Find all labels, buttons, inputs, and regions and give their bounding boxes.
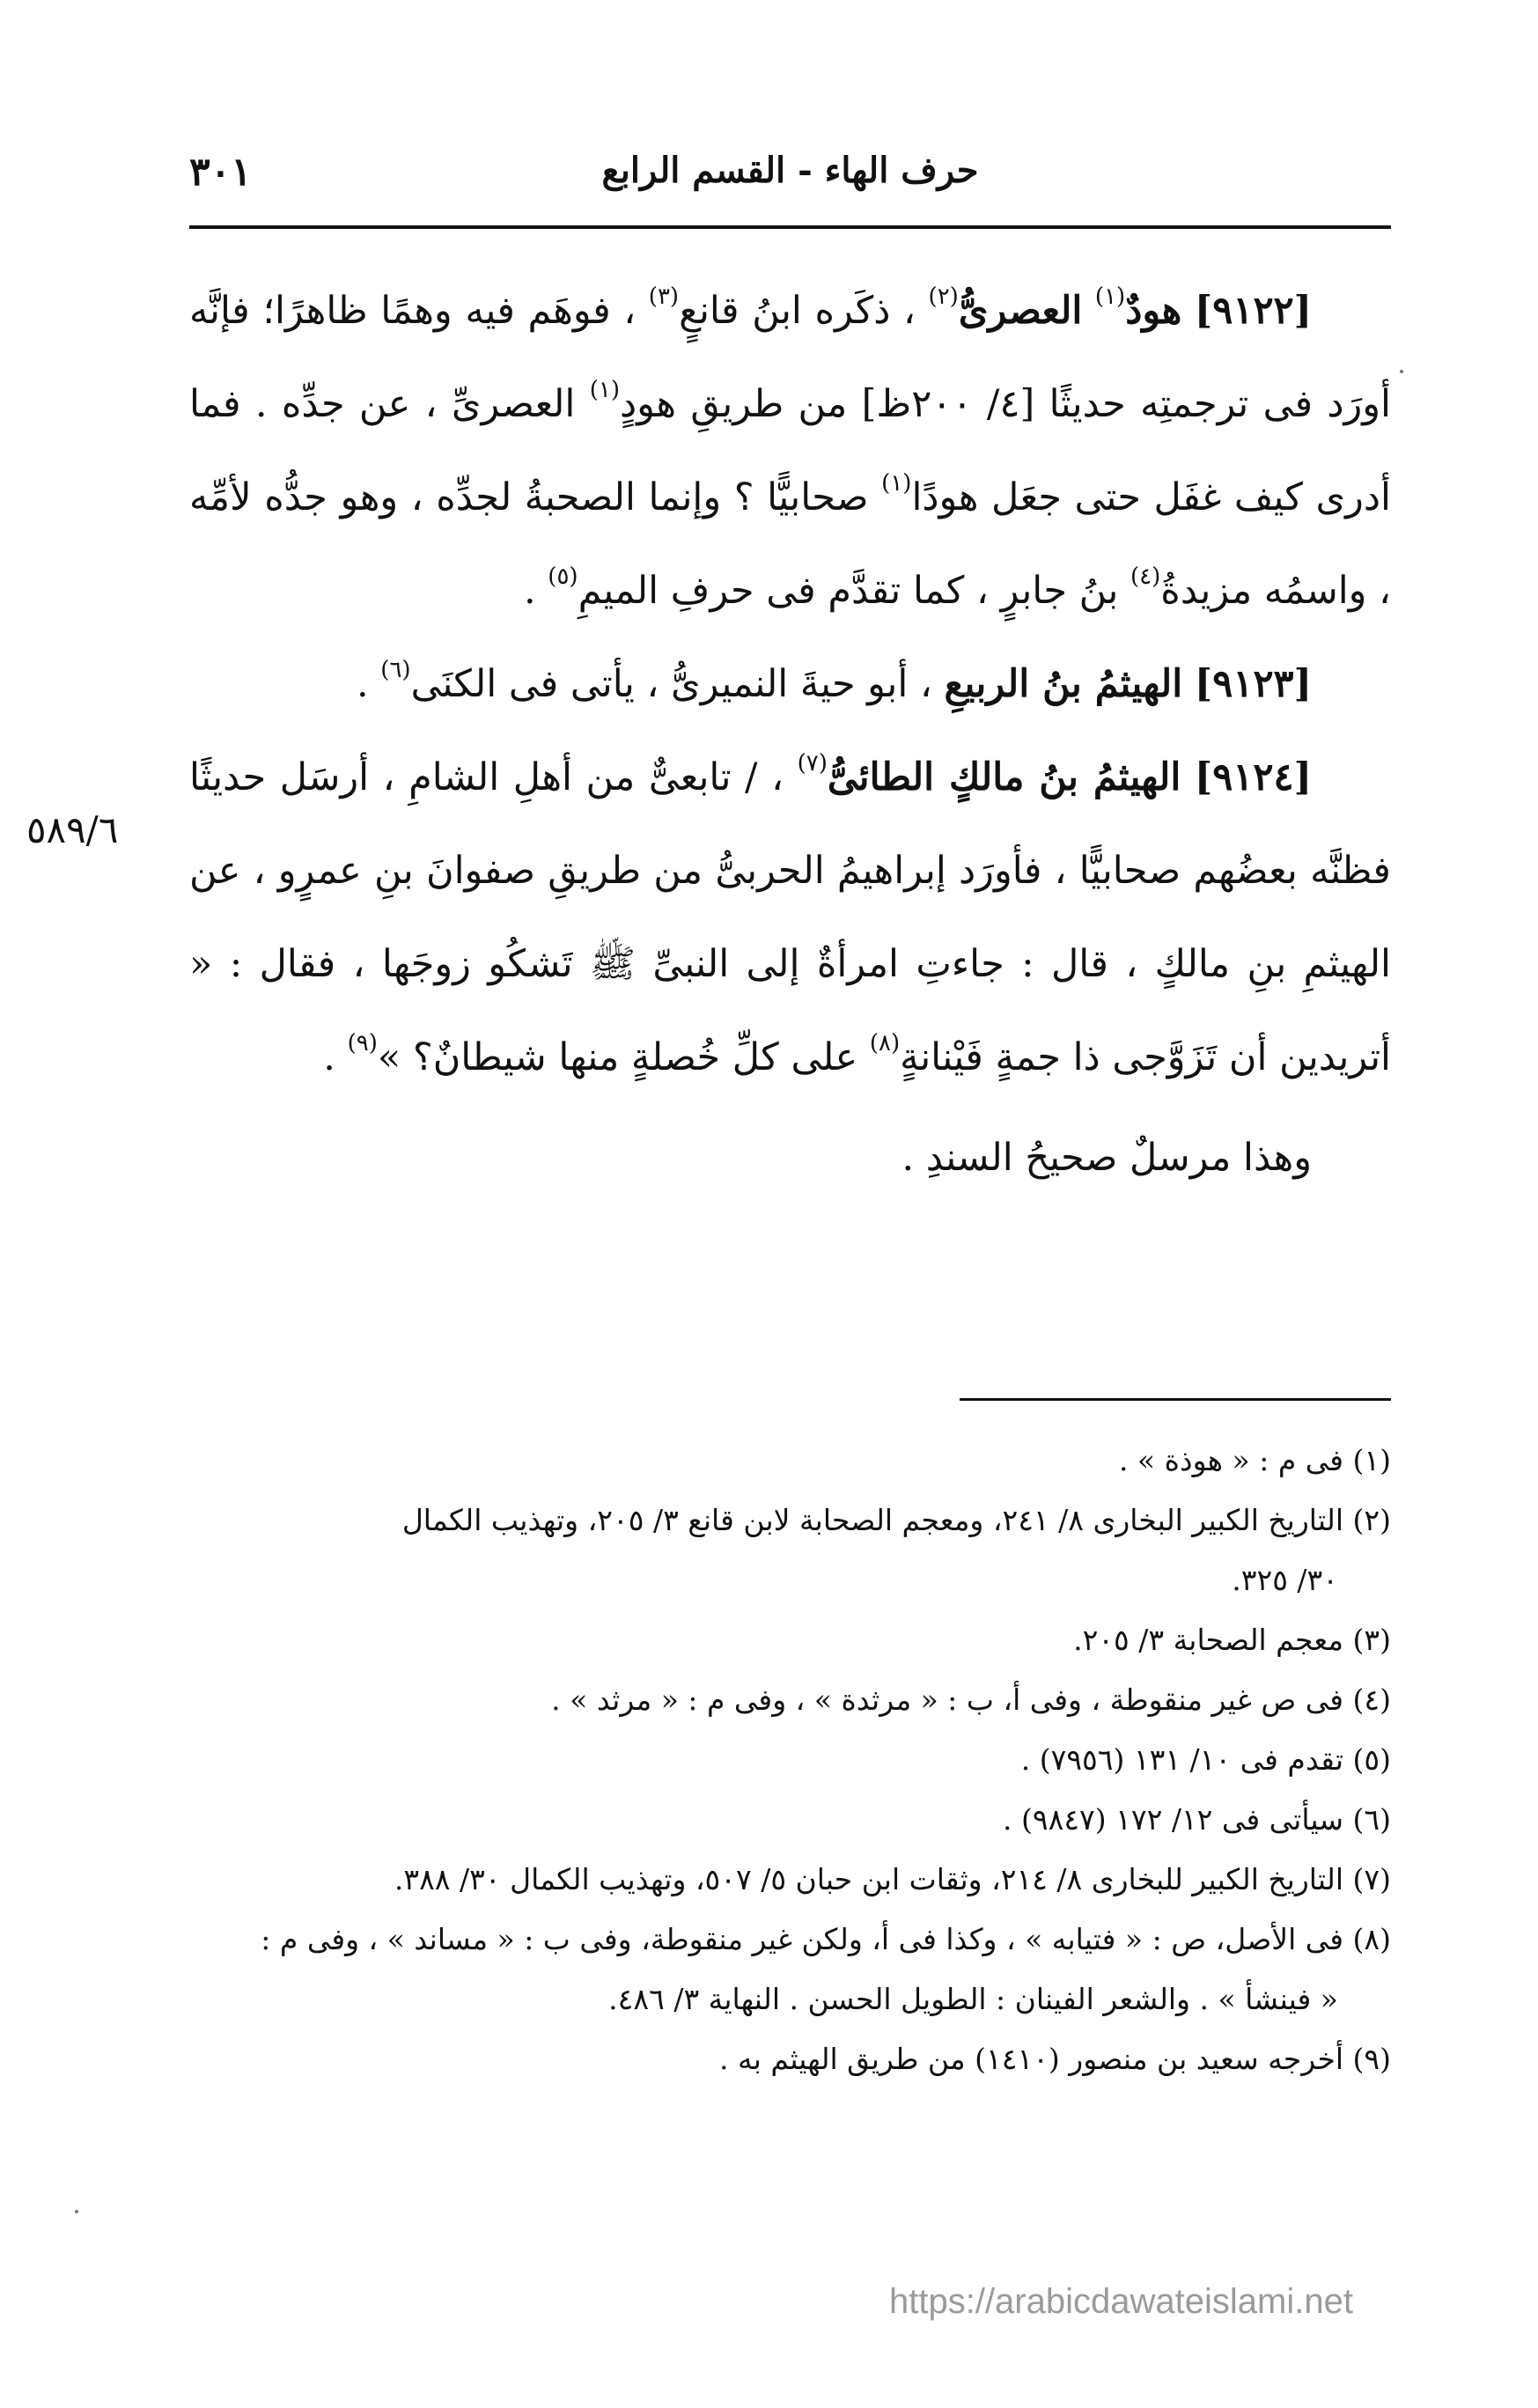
footnote-marker: (٩) [347, 1030, 378, 1057]
entry-number: [٩١٢٣] [1194, 662, 1312, 706]
entry-text: . [523, 569, 548, 613]
main-text [189, 264, 1391, 1204]
entry-name: العصرىُّ [958, 289, 1083, 333]
watermark-url: https://arabicdawateislami.net [889, 2282, 1353, 2321]
footnote-text: (٩) أخرجه سعيد بن منصور (١٤١٠) من طريق الهيثم به . [719, 2042, 1391, 2076]
footnote-marker: (١) [1094, 284, 1126, 310]
entry-text: . [323, 1035, 348, 1079]
header-rule [189, 225, 1391, 229]
entry-name: الهيثمُ بنُ الربيعِ [944, 662, 1183, 706]
entry-number: [٩١٢٤] [1194, 755, 1312, 799]
footnote [189, 1610, 1391, 1670]
footnotes [189, 1431, 1391, 2089]
footnote [189, 2029, 1391, 2089]
entry-text: بنُ جابرٍ ، كما تقدَّم فى حرفِ الميمِ [578, 569, 1131, 613]
footnote-continuation: ٣٠/ ٣٢٥. [1232, 1563, 1338, 1597]
footnote-text: (٧) التاريخ الكبير للبخارى ٨/ ٢١٤، وثقات ابن حبان ٥/ ٥٠٧، وتهذيب الكمال ٣٠/ ٣٨٨. [394, 1862, 1391, 1896]
scan-speck [75, 2210, 78, 2213]
footnote [189, 1730, 1391, 1790]
entry-text: ، ذكَره ابنُ قانعٍ [679, 289, 929, 333]
footnote-marker: (٢) [928, 284, 959, 310]
running-title: حرف الهاء - القسم الرابع [601, 150, 979, 191]
entry-text: على كلِّ خُصلةٍ منها شيطانٌ؟ » [377, 1035, 870, 1079]
footnote [189, 1491, 1391, 1610]
entry-text: ، أبو حيةَ النميرىُّ ، يأتى فى الكنَى [410, 662, 945, 706]
footnote-marker: (١) [589, 377, 620, 403]
footnote-marker: (٤) [1130, 563, 1161, 590]
footnote-text: (٦) سيأتى فى ١٢/ ١٧٢ (٩٨٤٧) . [1003, 1802, 1391, 1837]
footnote-text: (٨) فى الأصل، ص : « فتيابه » ، وكذا فى أ، ولكن غير منقوطة، وفى ب : « مساند » ، وفى م : [261, 1922, 1391, 1956]
entry-9124 [189, 731, 1391, 1104]
entry-name: هودٌ [1125, 289, 1182, 333]
entry-text: العصرىِّ ، عن جدِّه . فما أدرى كيف غفَل حتى جعَل هودًا [189, 382, 1391, 519]
footnote-marker: (٦) [380, 657, 411, 683]
entry-text: . [356, 662, 381, 706]
footnote-marker: (١) [881, 470, 912, 497]
scan-speck [1400, 370, 1403, 373]
entry-text: ، / تابعىٌّ من أهلِ الشامِ ، أرسَل حديثًا فظنَّه بعضُهم صحابيًّا ، فأورَد إبراهيمُ الحربىُّ من طريقِ صفوانَ بنِ عمرٍو ، عن الهيثمِ بنِ مالكٍ ، قال : جاءتِ امرأةٌ إلى النبىِّ ﷺ تَشكُو زوجَها ، فقال : « أتريدين أن تَزَوَّجى ذا جمةٍ فَيْنانةٍ [189, 755, 1391, 1079]
margin-reference: ٥٨٩/٦ [26, 808, 119, 851]
footnote-rule [960, 1398, 1391, 1401]
footnote [189, 1670, 1391, 1730]
entry-9123 [189, 637, 1391, 731]
page-number: ٣٠١ [189, 150, 252, 195]
footnote-continuation: « فينشأ » . والشعر الفينان : الطويل الحسن . النهاية ٣/ ٤٨٦. [608, 1982, 1338, 2016]
footnote [189, 1431, 1391, 1491]
footnote [189, 1850, 1391, 1910]
footnote-marker: (٣) [648, 284, 680, 310]
footnote-text: (١) فى م : « هوذة » . [1118, 1443, 1391, 1477]
footnote-marker: (٧) [797, 750, 828, 777]
footnote-text: (٢) التاريخ الكبير البخارى ٨/ ٢٤١، ومعجم الصحابة لابن قانع ٣/ ٢٠٥، وتهذيب الكمال [401, 1503, 1391, 1537]
page-header [189, 150, 1391, 203]
footnote-text: (٤) فى ص غير منقوطة ، وفى أ، ب : « مرثدة » ، وفى م : « مرثد » . [551, 1683, 1391, 1717]
entry-9122 [189, 264, 1391, 637]
entry-text: ، فوهَم فيه وهمًا ظاهرًا؛ فإنَّه أورَد فى ترجمتِه حديثًا [٤/ ٢٠٠ظ] من طريقِ هودٍ [189, 289, 1392, 426]
footnote [189, 1910, 1391, 2029]
entry-number: [٩١٢٢] [1194, 289, 1312, 333]
closing-remark: وهذا مرسلٌ صحيحُ السندِ . [901, 1136, 1312, 1180]
footnote-marker: (٨) [869, 1030, 901, 1057]
entry-name: الهيثمُ بنُ مالكٍ الطائىُّ [827, 755, 1181, 799]
footnote-text: (٥) تقدم فى ١٠/ ١٣١ (٧٩٥٦) . [1020, 1742, 1391, 1777]
footnote [189, 1790, 1391, 1850]
footnote-text: (٣) معجم الصحابة ٣/ ٢٠٥. [1073, 1623, 1391, 1657]
footnote-marker: (٥) [548, 563, 578, 590]
entry-text: صحابيًّا ؟ وإنما الصحبةُ لجدِّه ، وهو جدُّه لأمِّه ، واسمُه مزيدةُ [189, 475, 1391, 613]
